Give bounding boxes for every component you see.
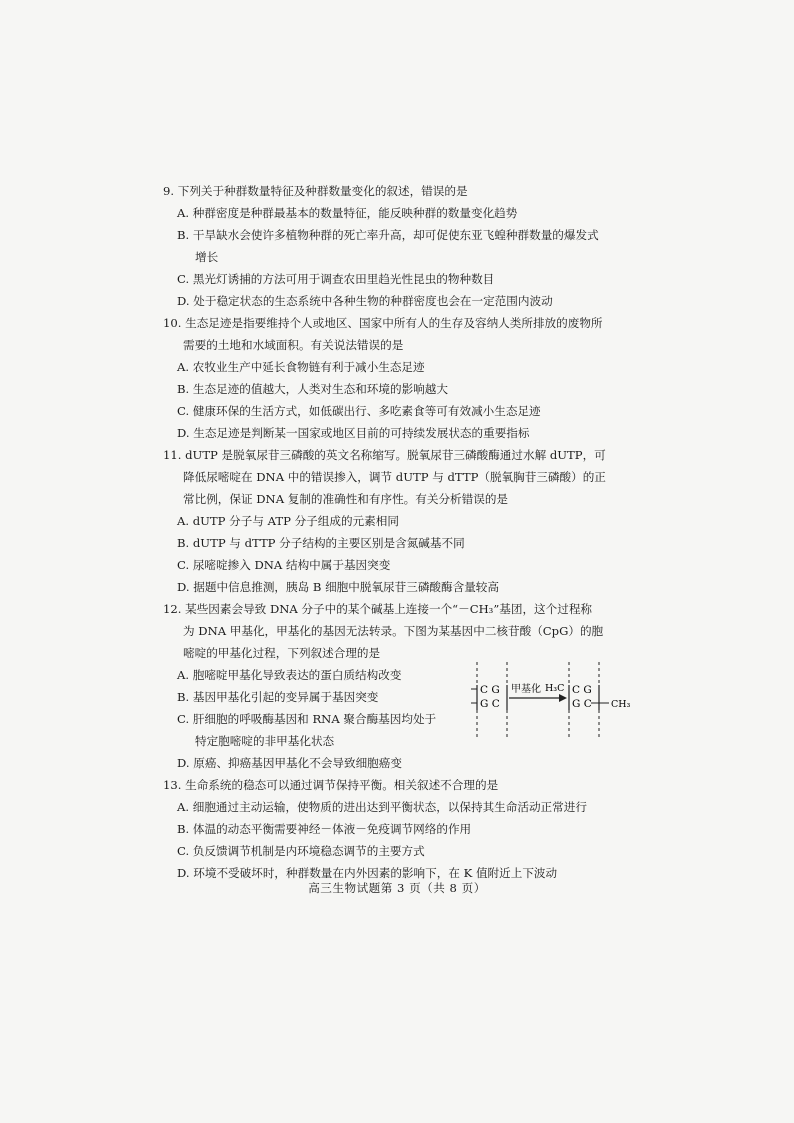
question-11-option-a: A. dUTP 分子与 ATP 分子组成的元素相同 bbox=[177, 514, 399, 528]
question-9 bbox=[163, 180, 643, 312]
question-13-stem: 13. 生命系统的稳态可以通过调节保持平衡。相关叙述不合理的是 bbox=[163, 778, 499, 792]
question-12-stem-3: 嘧啶的甲基化过程，下列叙述合理的是 bbox=[183, 646, 381, 660]
question-12-stem-2: 为 DNA 甲基化，甲基化的基因无法转录。下图为某基因中二核苷酸（CpG）的胞 bbox=[183, 624, 604, 638]
question-10-option-d: D. 生态足迹是判断某一国家或地区目前的可持续发展状态的重要指标 bbox=[177, 426, 530, 440]
question-12-option-a: A. 胞嘧啶甲基化导致表达的蛋白质结构改变 bbox=[177, 668, 402, 682]
question-13-option-a: A. 细胞通过主动运输，使物质的进出达到平衡状态，以保持其生命活动正常进行 bbox=[177, 800, 587, 814]
arrow-label: 甲基化 bbox=[511, 684, 541, 695]
question-11-option-b: B. dUTP 与 dTTP 分子结构的主要区别是含氮碱基不同 bbox=[177, 536, 465, 550]
question-10-stem-1: 10. 生态足迹是指要维持个人或地区、国家中所有人的生存及容纳人类所排放的废物所 bbox=[163, 316, 603, 330]
question-10-option-a: A. 农牧业生产中延长食物链有利于减小生态足迹 bbox=[177, 360, 425, 374]
right-pair-top: C G bbox=[572, 684, 592, 696]
question-13 bbox=[163, 774, 643, 884]
methyl-left: H₃C bbox=[545, 683, 565, 694]
arrow-head bbox=[559, 694, 567, 702]
left-pair-bottom: G C bbox=[480, 698, 500, 710]
question-9-stem: 9. 下列关于种群数量特征及种群数量变化的叙述，错误的是 bbox=[163, 184, 468, 198]
question-10 bbox=[163, 312, 643, 444]
question-11-stem-1: 11. dUTP 是脱氧尿苷三磷酸的英文名称缩写。脱氧尿苷三磷酸酶通过水解 dUTP，可 bbox=[163, 448, 606, 462]
methylation-diagram bbox=[463, 660, 643, 740]
question-12-option-c: C. 肝细胞的呼吸酶基因和 RNA 聚合酶基因均处于 bbox=[177, 712, 437, 726]
left-pair-top: C G bbox=[480, 684, 500, 696]
question-12-stem-1: 12. 某些因素会导致 DNA 分子中的某个碱基上连接一个“－CH₃”基团，这个过程称 bbox=[163, 602, 593, 616]
question-12-option-d: D. 原癌、抑癌基因甲基化不会导致细胞癌变 bbox=[177, 756, 402, 770]
question-9-option-c: C. 黑光灯诱捕的方法可用于调查农田里趋光性昆虫的物种数目 bbox=[177, 272, 495, 286]
question-12-option-b: B. 基因甲基化引起的变异属于基因突变 bbox=[177, 690, 379, 704]
question-10-option-b: B. 生态足迹的值越大，人类对生态和环境的影响越大 bbox=[177, 382, 448, 396]
question-11-option-c: C. 尿嘧啶掺入 DNA 结构中属于基因突变 bbox=[177, 558, 391, 572]
question-9-option-b: B. 干旱缺水会使许多植物种群的死亡率升高，却可促使东亚飞蝗种群数量的爆发式 bbox=[177, 228, 599, 242]
question-13-option-d: D. 环境不受破坏时，种群数量在内外因素的影响下，在 K 值附近上下波动 bbox=[177, 866, 558, 880]
question-12-option-c-cont: 特定胞嘧啶的非甲基化状态 bbox=[195, 734, 335, 748]
question-9-option-d: D. 处于稳定状态的生态系统中各种生物的种群密度也会在一定范围内波动 bbox=[177, 294, 553, 308]
question-10-stem-2: 需要的土地和水域面积。有关说法错误的是 bbox=[183, 338, 404, 352]
question-9-option-b-cont: 增长 bbox=[195, 250, 219, 264]
page-footer: 高三生物试题第 3 页（共 8 页） bbox=[308, 881, 486, 895]
right-pair-bottom: G C bbox=[572, 698, 592, 710]
question-11-option-d: D. 据题中信息推测，胰岛 B 细胞中脱氧尿苷三磷酸酶含量较高 bbox=[177, 580, 499, 594]
question-11 bbox=[163, 444, 643, 598]
question-11-stem-2: 降低尿嘧啶在 DNA 中的错误掺入，调节 dUTP 与 dTTP（脱氧胸苷三磷酸）的正 bbox=[183, 470, 606, 484]
question-13-option-c: C. 负反馈调节机制是内环境稳态调节的主要方式 bbox=[177, 844, 425, 858]
question-10-option-c: C. 健康环保的生活方式，如低碳出行、多吃素食等可有效减小生态足迹 bbox=[177, 404, 541, 418]
methyl-right: CH₃ bbox=[611, 699, 631, 710]
question-9-option-a: A. 种群密度是种群最基本的数量特征，能反映种群的数量变化趋势 bbox=[177, 206, 518, 220]
question-13-option-b: B. 体温的动态平衡需要神经－体液－免疫调节网络的作用 bbox=[177, 822, 472, 836]
question-11-stem-3: 常比例，保证 DNA 复制的准确性和有序性。有关分析错误的是 bbox=[183, 492, 509, 506]
